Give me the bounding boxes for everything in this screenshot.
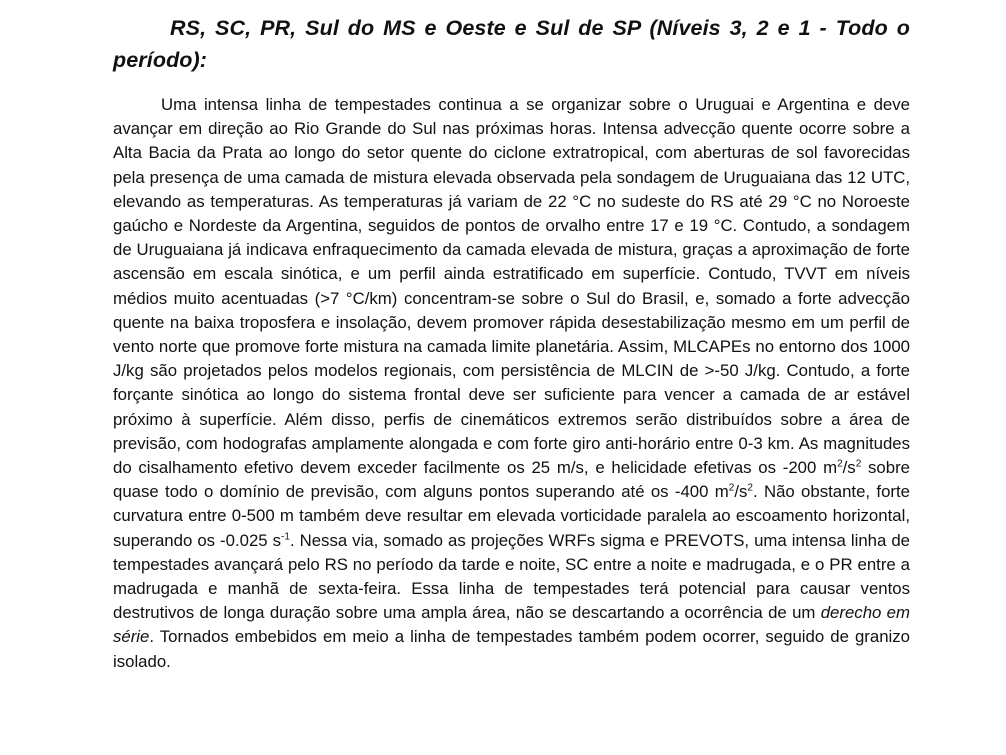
paragraph-text: /s bbox=[842, 458, 856, 478]
paragraph-text: Uma intensa linha de tempestades continua a se organizar sobre o Uruguai e Argentina e deve avançar em direção ao Rio Grande do Sul nas próximas horas. Intensa advecção quente ocorre sobre a Alta Bacia da Prata ao longo do setor quente do ciclone extratropical, com aberturas de sol favorecidas pela presença de uma camada de mistura elevada observada pela sondagem de Uruguaiana das 12 UTC, elevando as temperaturas. As temperaturas já variam de 22 °C no sudeste do RS até 29 °C no Noroeste gaúcho e Nordeste da Argentina, seguidos de pontos de orvalho entre 17 e 19 °C. Contudo, a sondagem de Uruguaiana já indicava enfraquecimento da camada elevada de mistura, graças a aproximação de forte ascensão em escala sinótica, e um perfil ainda estratificado em superfície. Contudo, TVVT em níveis médios muito acentuadas (>7 °C/km) concentram-se sobre o Sul do Brasil, e, somado a forte advecção quente na baixa troposfera e insolação, devem promover rápida desestabilização mesmo em um perfil de vento norte que promove forte mistura na camada limite planetária. Assim, MLCAPEs no entorno dos 1000 J/kg são projetados pelos modelos regionais, com persistência de MLCIN de >-50 J/kg. Contudo, a forte forçante sinótica ao longo do sistema frontal deve ser suficiente para vencer a camada de ar estável próximo à superfície. Além disso, perfis de cinemáticos extremos serão distribuídos sobre a área de previsão, com hodografas amplamente alongada e com forte giro anti-horário entre 0-3 km. As magnitudes do cisalhamento efetivo devem exceder facilmente os 25 m/s, e helicidade efetivas os -200 m bbox=[113, 95, 910, 478]
superscript: 2 bbox=[855, 458, 862, 470]
emphasized-term: derecho em série bbox=[113, 603, 910, 647]
paragraph-text: sobre quase todo o domínio de previsão, com alguns pontos superando até os -400 m bbox=[113, 458, 910, 502]
superscript: 2 bbox=[728, 482, 735, 494]
paragraph-text: . Não obstante, forte curvatura entre 0-500 m também deve resultar em elevada vorticidade paralela ao escoamento horizontal, superando os -0.025 s bbox=[113, 482, 910, 550]
forecast-paragraph bbox=[113, 93, 910, 674]
paragraph-text: . Nessa via, somado as projeções WRFs sigma e PREVOTS, uma intensa linha de tempestades avançará pelo RS no período da tarde e noite, SC entre a noite e madrugada, e o PR entre a madrugada e manhã de sexta-feira. Essa linha de tempestades terá potencial para causar ventos destrutivos de longa duração sobre uma ampla área, não se descartando a ocorrência de um bbox=[113, 530, 910, 623]
paragraph-text: /s bbox=[734, 482, 748, 502]
paragraph-text: . Tornados embebidos em meio a linha de tempestades também podem ocorrer, seguido de granizo isolado. bbox=[113, 627, 910, 671]
document-page bbox=[113, 0, 910, 674]
superscript: -1 bbox=[281, 531, 290, 543]
superscript: 2 bbox=[837, 458, 843, 470]
superscript: 2 bbox=[747, 482, 753, 494]
section-heading: RS, SC, PR, Sul do MS e Oeste e Sul de SP (Níveis 3, 2 e 1 - Todo o período): bbox=[113, 16, 910, 72]
